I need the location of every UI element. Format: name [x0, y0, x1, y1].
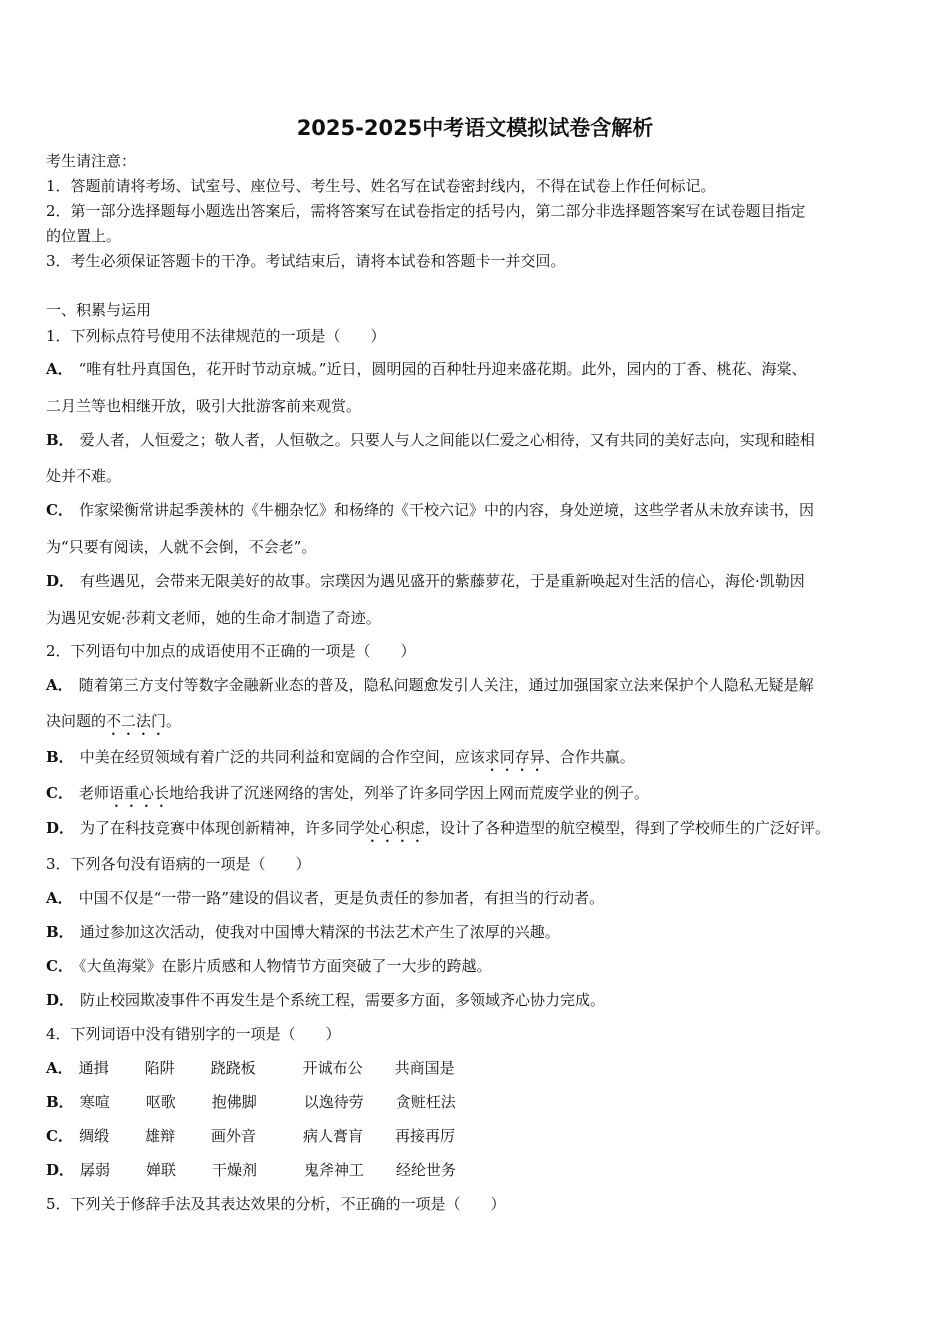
option-letter: C．: [46, 957, 73, 975]
option-text: 老师: [78, 784, 109, 802]
option-b-continued: 处并不难。: [46, 467, 122, 485]
option-text: 随着第三方支付等数字金融新业态的普及，隐私问题愈发引人关注，通过加强国家立法来保护个人隐私无疑是解: [78, 676, 814, 694]
option-text: 爱人者，人恒爱之；敬人者，人恒敬之。只要人与人之间能以仁爱之心相待，又有共同的美好志向，实现和睦相: [79, 431, 815, 449]
option-letter: B．: [46, 1093, 74, 1111]
word: 贪赃枉法: [395, 1093, 456, 1111]
option-letter: B．: [46, 431, 74, 449]
option-text: ，设计了各种造型的航空模型，得到了学校师生的广泛好评。: [425, 819, 831, 837]
notice-heading: 考生请注意：: [46, 152, 137, 170]
section-heading: 一、积累与运用: [46, 301, 152, 319]
option-text: 地给我讲了沉迷网络的害处，列举了许多同学因上网而荒废学业的例子。: [168, 784, 649, 802]
option-text: 。: [166, 712, 182, 730]
word: 呕歌: [145, 1093, 176, 1111]
option-text: 作家梁衡常讲起季羡林的《牛棚杂忆》和杨绛的《干校六记》中的内容，身处逆境，这些学者从未放弃读书，因: [78, 501, 814, 519]
option-letter: A．: [46, 889, 73, 907]
option-c: [46, 783, 649, 811]
option-text: 中国不仅是“一带一路”建设的倡议者，更是负责任的参加者，有担当的行动者。: [78, 889, 604, 907]
word: 鬼斧神工: [304, 1161, 365, 1179]
option-letter: C．: [46, 784, 73, 802]
option-d: [46, 571, 805, 591]
dotted-idiom: 语重心长: [108, 784, 169, 802]
notice-item: 的位置上。: [46, 227, 122, 245]
option-text: 《大鱼海棠》在影片质感和人物情节方面突破了一大步的跨越。: [78, 957, 492, 975]
word-option-a: [46, 1058, 455, 1078]
option-c: [46, 956, 491, 976]
option-text: “唯有牡丹真国色，花开时节动京城。”近日，圆明园的百种牡丹迎来盛花期。此外，园内的丁香、桃花、海棠、: [78, 360, 807, 378]
option-letter: C．: [46, 501, 73, 519]
word: 经纶世务: [396, 1161, 457, 1179]
word-option-b: [46, 1092, 456, 1112]
option-text: 有些遇见，会带来无限美好的故事。宗璞因为遇见盛开的紫藤萝花，于是重新唤起对生活的信心，海伦·凯勒因: [80, 572, 805, 590]
word: 病人膏肓: [302, 1127, 363, 1145]
word-option-d: [46, 1160, 456, 1180]
word: 绸缎: [78, 1127, 109, 1145]
dotted-idiom: 求同存异: [484, 748, 545, 766]
option-b: [46, 430, 815, 450]
question-stem: 2．下列语句中加点的成语使用不正确的一项是（ ）: [46, 642, 416, 660]
option-letter: B．: [46, 748, 74, 766]
option-letter: B．: [46, 923, 74, 941]
word: 寒喧: [79, 1093, 110, 1111]
option-d-continued: 为遇见安妮·莎莉文老师，她的生命才制造了奇迹。: [46, 609, 381, 627]
word: 再接再厉: [394, 1127, 455, 1145]
page-title: 2025-2025中考语文模拟试卷含解析: [296, 116, 654, 140]
word: 干燥剂: [212, 1161, 258, 1179]
option-letter: A．: [46, 1059, 73, 1077]
option-text: 决问题的: [46, 712, 107, 730]
option-a-continued: 二月兰等也相继开放，吸引大批游客前来观赏。: [46, 397, 362, 415]
option-c: [46, 500, 814, 520]
option-letter: A．: [46, 676, 73, 694]
word: 陷阱: [144, 1059, 175, 1077]
word: 跷跷板: [210, 1059, 256, 1077]
question-stem: 1．下列标点符号使用不法律规范的一项是（ ）: [46, 327, 386, 345]
option-a: [46, 675, 814, 695]
option-d: [46, 818, 830, 846]
dotted-idiom: 处心积虑: [365, 819, 426, 837]
question-stem: 3．下列各句没有语病的一项是（ ）: [46, 855, 311, 873]
option-a-continued: [46, 711, 181, 739]
word: 婵联: [146, 1161, 177, 1179]
word: 以逸待劳: [303, 1093, 364, 1111]
option-letter: C．: [46, 1127, 73, 1145]
word: 共商国是: [394, 1059, 455, 1077]
notice-item: 2．第一部分选择题每小题选出答案后，需将答案写在试卷指定的括号内，第二部分非选择题答案写在试卷题目指定: [46, 202, 806, 220]
word: 雄辩: [144, 1127, 175, 1145]
option-a: [46, 359, 806, 379]
option-text: 防止校园欺凌事件不再发生是个系统工程，需要多方面，多领域齐心协力完成。: [80, 991, 606, 1009]
word: 孱弱: [80, 1161, 111, 1179]
option-b: [46, 922, 560, 942]
word: 抱佛脚: [211, 1093, 257, 1111]
notice-item: 1．答题前请将考场、试室号、座位号、考生号、姓名写在试卷密封线内，不得在试卷上作任何标记。: [46, 177, 716, 195]
option-letter: D．: [46, 1161, 75, 1179]
option-text: 为了在科技竞赛中体现创新精神，许多同学: [80, 819, 366, 837]
option-a: [46, 888, 604, 908]
option-c-continued: 为“只要有阅读，人就不会倒，不会老”。: [46, 538, 317, 556]
option-letter: D．: [46, 991, 75, 1009]
option-b: [46, 747, 635, 775]
question-stem: 4．下列词语中没有错别字的一项是（ ）: [46, 1025, 341, 1043]
word: 开诚布公: [302, 1059, 363, 1077]
option-letter: A．: [46, 360, 73, 378]
notice-item: 3．考生必须保证答题卡的干净。考试结束后，请将本试卷和答题卡一并交回。: [46, 252, 566, 270]
option-text: 、合作共赢。: [544, 748, 635, 766]
option-letter: D．: [46, 819, 75, 837]
option-text: 中美在经贸领域有着广泛的共同利益和宽阔的合作空间，应该: [79, 748, 485, 766]
word-option-c: [46, 1126, 455, 1146]
option-letter: D．: [46, 572, 75, 590]
option-text: 通过参加这次活动，使我对中国博大精深的书法艺术产生了浓厚的兴趣。: [79, 923, 560, 941]
word: 通揖: [78, 1059, 109, 1077]
option-d: [46, 990, 605, 1010]
dotted-idiom: 不二法门: [106, 712, 167, 730]
question-stem: 5．下列关于修辞手法及其表达效果的分析，不正确的一项是（ ）: [46, 1195, 506, 1213]
word: 画外音: [210, 1127, 256, 1145]
